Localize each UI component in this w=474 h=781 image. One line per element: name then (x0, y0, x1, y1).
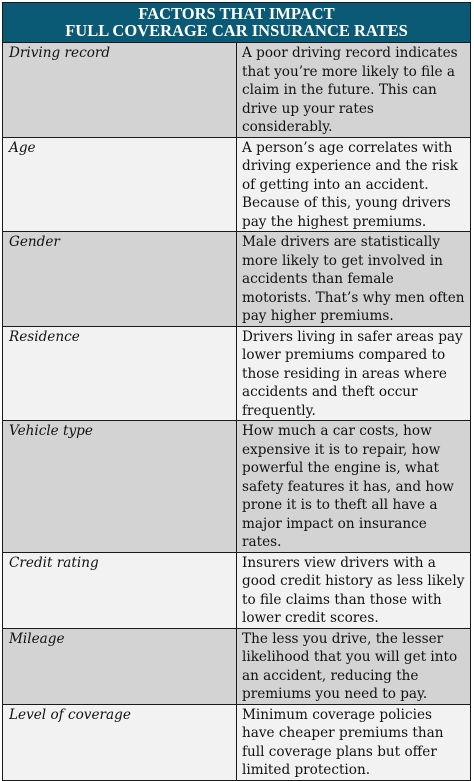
description-cell: A poor driving record indicates that you’re more likely to file a claim in the future. This can drive up your rates considerably. (237, 43, 471, 138)
table-row-driving-record (3, 43, 471, 138)
table-row-gender (3, 232, 471, 327)
table-row-credit-rating (3, 552, 471, 628)
table-row-residence (3, 326, 471, 421)
description-cell: Male drivers are statistically more likely to get involved in accidents than female motorists. That’s why men often pay higher premiums. (237, 232, 471, 327)
factor-cell: Credit rating (3, 552, 237, 628)
table-header-row (3, 3, 471, 43)
table-row-mileage (3, 628, 471, 704)
description-cell: A person’s age correlates with driving experience and the risk of getting into an accident. Because of this, young drivers pay the highest premiums. (237, 137, 471, 232)
table-row-vehicle-type (3, 421, 471, 553)
description-cell: Drivers living in safer areas pay lower premiums compared to those residing in areas where accidents and theft occur frequently. (237, 326, 471, 421)
factor-cell: Driving record (3, 43, 237, 138)
table-row-age (3, 137, 471, 232)
table-title-line-1: FACTORS THAT IMPACT (138, 4, 335, 23)
insurance-factors-table (2, 2, 471, 781)
factor-cell: Gender (3, 232, 237, 327)
table-title-line-2: FULL COVERAGE CAR INSURANCE RATES (65, 21, 408, 40)
factor-cell: Level of coverage (3, 704, 237, 780)
description-cell: Insurers view drivers with a good credit history as less likely to file claims than those with lower credit scores. (237, 552, 471, 628)
description-cell: The less you drive, the lesser likelihood that you will get into an accident, reducing the premiums you need to pay. (237, 628, 471, 704)
table-row-level-of-coverage (3, 704, 471, 780)
description-cell: Minimum coverage policies have cheaper premiums than full coverage plans but offer limited protection. (237, 704, 471, 780)
factor-cell: Vehicle type (3, 421, 237, 553)
description-cell: How much a car costs, how expensive it is to repair, how powerful the engine is, what safety features it has, and how prone it is to theft all have a major impact on insurance rates. (237, 421, 471, 553)
factor-cell: Residence (3, 326, 237, 421)
factor-cell: Mileage (3, 628, 237, 704)
insurance-factors-table-container (2, 2, 471, 781)
factor-cell: Age (3, 137, 237, 232)
table-title (3, 3, 471, 43)
